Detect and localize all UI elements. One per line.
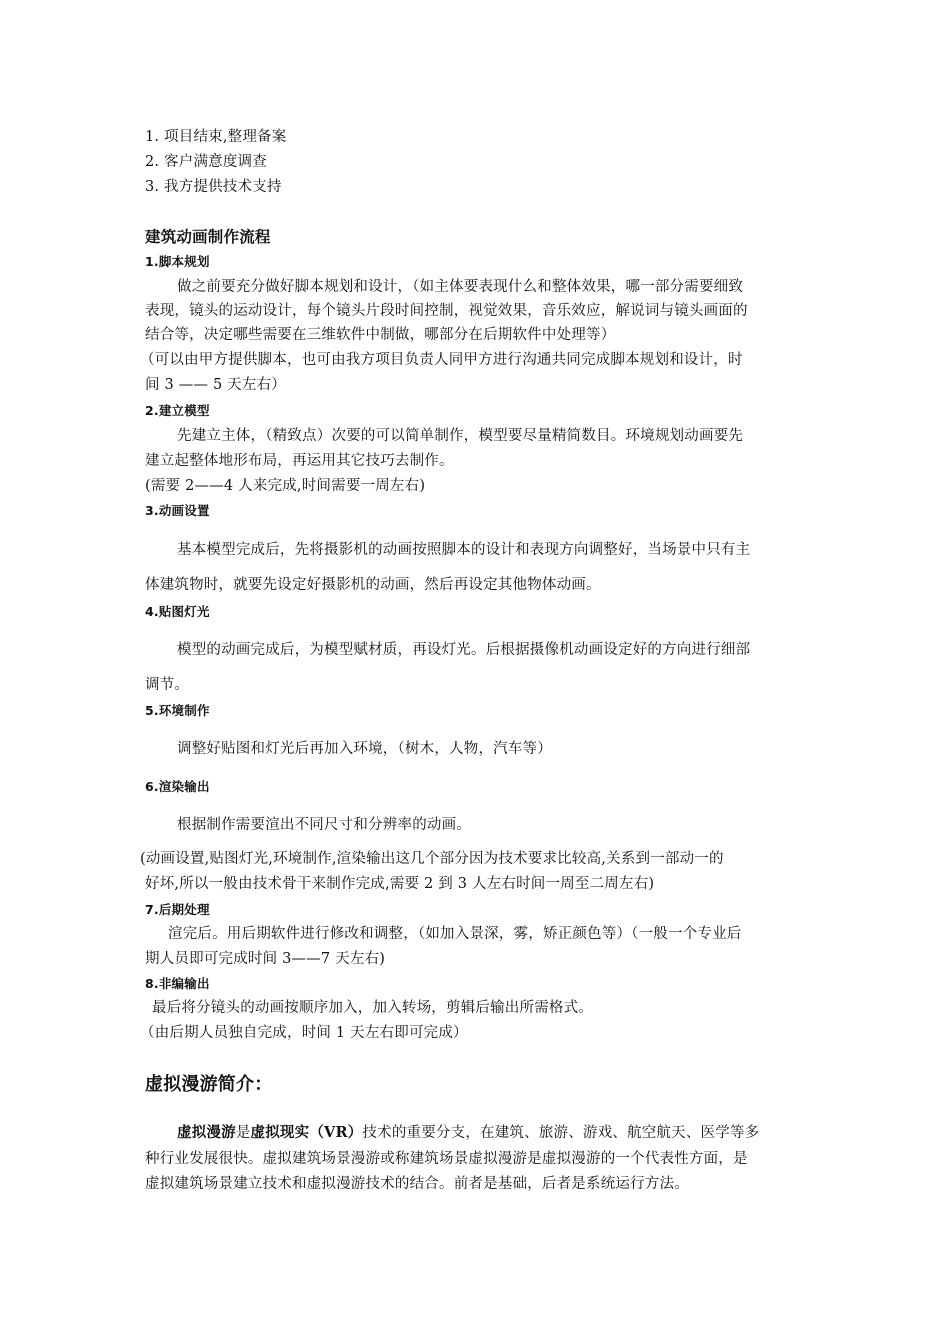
step-heading: 1.脚本规划 <box>145 254 210 269</box>
paragraph-line: 好坏,所以一般由技术骨干来制作完成,需要 2 到 3 人左右时间一周至二周左右) <box>145 876 655 892</box>
paragraph-line: 模型的动画完成后，为模型赋材质，再设灯光。后根据摄像机动画设定好的方向进行细部 <box>177 642 751 658</box>
paragraph-line: 基本模型完成后，先将摄影机的动画按照脚本的设计和表现方向调整好，当场景中只有主 <box>177 542 751 558</box>
paragraph-line: 间 3 —— 5 天左右） <box>145 377 286 393</box>
paragraph-line: 虚拟漫游是虚拟现实（VR）技术的重要分支，在建筑、旅游、游戏、航空航天、医学等多 <box>177 1124 760 1141</box>
paragraph-line: 先建立主体，（精致点）次要的可以简单制作，模型要尽量精简数目。环境规划动画要先 <box>177 428 744 444</box>
paragraph-line: 结合等，决定哪些需要在三维软件中制做，哪部分在后期软件中处理等） <box>145 327 616 343</box>
paragraph-line: 表现，镜头的运动设计，每个镜头片段时间控制，视觉效果，音乐效应，解说词与镜头画面的 <box>145 303 748 319</box>
paragraph-line: 体建筑物时，就要先设定好摄影机的动画，然后再设定其他物体动画。 <box>145 577 601 593</box>
paragraph-line: 根据制作需要渲出不同尺寸和分辨率的动画。 <box>177 817 471 833</box>
list-item: 1. 项目结束,整理备案 <box>145 129 287 145</box>
step-heading: 2.建立模型 <box>145 403 210 418</box>
paragraph-line: 做之前要充分做好脚本规划和设计，（如主体要表现什么和整体效果，哪一部分需要细致 <box>177 279 744 295</box>
paragraph-line: （可以由甲方提供脚本，也可由我方项目负责人同甲方进行沟通共同完成脚本规划和设计，时 <box>140 352 743 368</box>
paragraph-line: 期人员即可完成时间 3——7 天左右) <box>145 951 386 967</box>
paragraph-line: 建立起整体地形布局，再运用其它技巧去制作。 <box>145 453 454 469</box>
paragraph-line: （由后期人员独自完成，时间 1 天左右即可完成） <box>140 1025 468 1041</box>
step-heading: 6.渲染输出 <box>145 779 210 794</box>
step-heading: 7.后期处理 <box>145 902 210 917</box>
paragraph-line: (需要 2——4 人来完成,时间需要一周左右) <box>145 478 426 494</box>
paragraph-line: 渲完后。用后期软件进行修改和调整，（如加入景深，雾，矫正颜色等）（一般一个专业后 <box>168 926 742 942</box>
step-heading: 8.非编输出 <box>145 976 210 991</box>
section-title: 虚拟漫游简介： <box>145 1074 273 1095</box>
step-heading: 3.动画设置 <box>145 503 210 518</box>
bold-term: 虚拟漫游 <box>177 1124 236 1141</box>
paragraph-line: (动画设置,贴图灯光,环境制作,渲染输出这几个部分因为技术要求比较高,关系到一部动一的 <box>140 851 724 867</box>
step-heading: 5.环境制作 <box>145 703 210 718</box>
section-title: 建筑动画制作流程 <box>145 228 271 246</box>
list-item: 2. 客户满意度调查 <box>145 154 267 170</box>
paragraph-line: 虚拟建筑场景建立技术和虚拟漫游技术的结合。前者是基础，后者是系统运行方法。 <box>145 1176 689 1192</box>
paragraph-line: 种行业发展很快。虚拟建筑场景漫游或称建筑场景虚拟漫游是虚拟漫游的一个代表性方面，是 <box>145 1151 748 1167</box>
step-heading: 4.贴图灯光 <box>145 604 210 619</box>
paragraph-line: 最后将分镜头的动画按顺序加入，加入转场，剪辑后输出所需格式。 <box>152 1000 593 1016</box>
list-item: 3. 我方提供技术支持 <box>145 179 282 195</box>
paragraph-line: 调节。 <box>145 677 190 693</box>
paragraph-line: 调整好贴图和灯光后再加入环境，（树木，人物，汽车等） <box>177 741 552 757</box>
bold-term: 虚拟现实（VR） <box>250 1124 363 1141</box>
